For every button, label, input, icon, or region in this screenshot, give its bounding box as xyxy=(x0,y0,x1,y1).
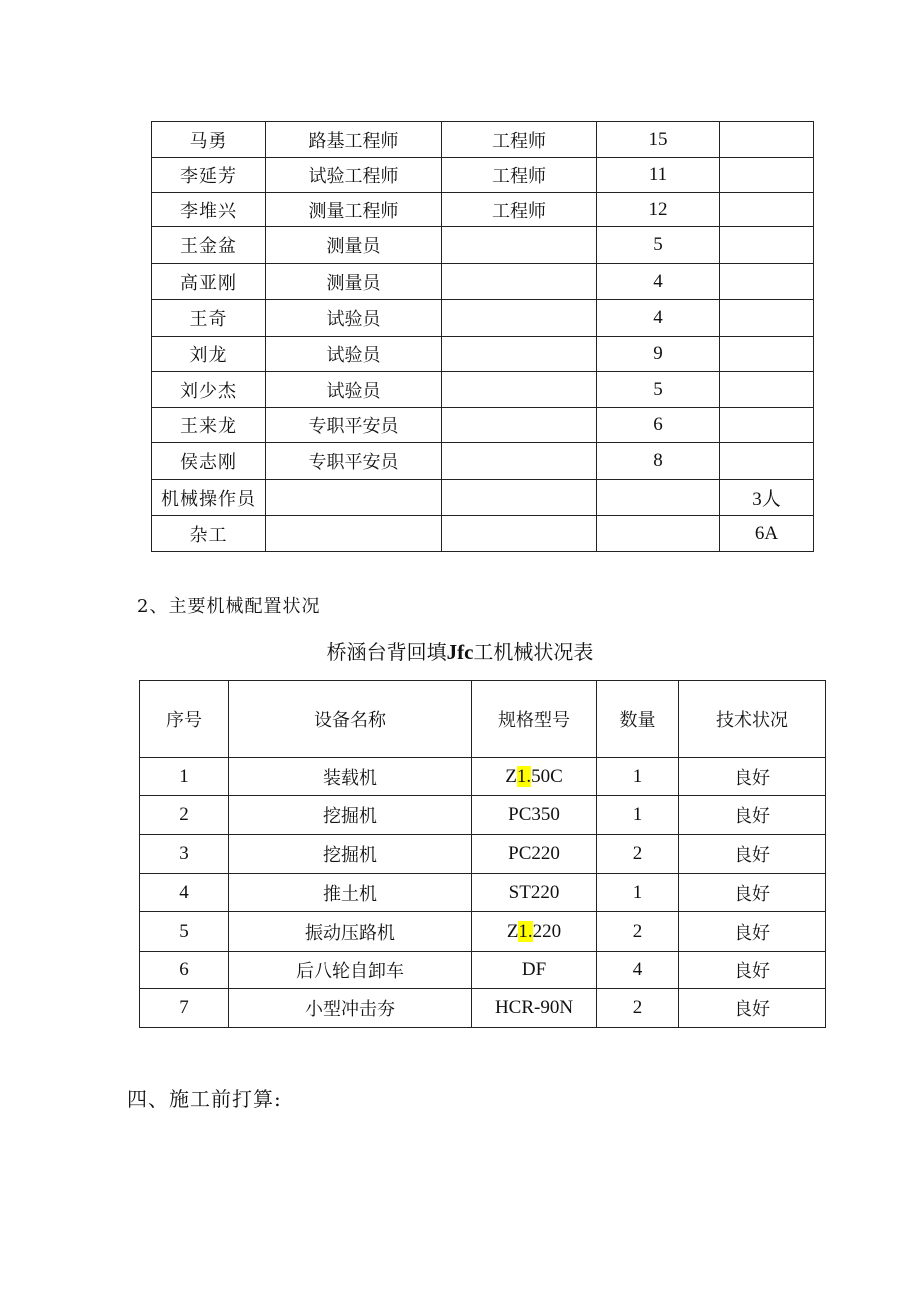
table-row xyxy=(152,300,814,337)
equip-status: 良好 xyxy=(679,796,826,835)
staff-years: 5 xyxy=(597,372,720,408)
model-text: DF xyxy=(521,959,547,980)
table-title-bold: Jfc xyxy=(446,640,474,664)
table-header-row xyxy=(140,681,826,758)
table-row xyxy=(140,796,826,835)
model-text: PC220 xyxy=(508,843,560,864)
equipment-table xyxy=(139,680,826,1028)
model-highlight: 1. xyxy=(518,920,533,942)
model-text: 50C xyxy=(531,765,563,787)
staff-position: 专职平安员 xyxy=(266,408,442,443)
staff-title: 工程师 xyxy=(442,193,597,227)
staff-name: 王奇 xyxy=(152,300,266,337)
staff-position: 试验员 xyxy=(266,337,442,372)
header-status: 技术状况 xyxy=(679,681,826,758)
equip-name: 挖掘机 xyxy=(229,835,472,874)
staff-position: 试验工程师 xyxy=(266,158,442,193)
equip-model xyxy=(472,796,597,835)
staff-title: 工程师 xyxy=(442,122,597,158)
staff-remark xyxy=(720,372,814,408)
staff-name: 机械操作员 xyxy=(152,480,266,516)
staff-position: 试验员 xyxy=(266,372,442,408)
staff-position: 专职平安员 xyxy=(266,443,442,480)
equip-no: 4 xyxy=(140,874,229,912)
header-name: 设备名称 xyxy=(229,681,472,758)
equip-qty: 4 xyxy=(597,952,679,989)
staff-name: 王金盆 xyxy=(152,227,266,264)
staff-position xyxy=(266,480,442,516)
header-qty: 数量 xyxy=(597,681,679,758)
staff-position: 试验员 xyxy=(266,300,442,337)
table-row xyxy=(140,835,826,874)
equip-model xyxy=(472,758,597,796)
staff-title xyxy=(442,372,597,408)
equip-qty: 1 xyxy=(597,874,679,912)
table-row xyxy=(152,158,814,193)
staff-position: 测量员 xyxy=(266,264,442,300)
staff-name: 高亚刚 xyxy=(152,264,266,300)
staff-name: 刘少杰 xyxy=(152,372,266,408)
equip-name: 装载机 xyxy=(229,758,472,796)
table-row xyxy=(140,874,826,912)
staff-table xyxy=(151,121,814,552)
equip-name: 小型冲击夯 xyxy=(229,989,472,1028)
staff-remark xyxy=(720,193,814,227)
staff-name: 刘龙 xyxy=(152,337,266,372)
equip-status: 良好 xyxy=(679,989,826,1028)
model-text: Z xyxy=(505,765,517,787)
staff-years xyxy=(597,516,720,552)
table-title xyxy=(0,636,920,665)
model-text: ST220 xyxy=(508,881,560,903)
equip-name: 振动压路机 xyxy=(229,912,472,952)
staff-years: 4 xyxy=(597,300,720,337)
table-row xyxy=(152,516,814,552)
staff-title xyxy=(442,516,597,552)
equip-no: 3 xyxy=(140,835,229,874)
staff-title: 工程师 xyxy=(442,158,597,193)
staff-years xyxy=(597,480,720,516)
staff-remark xyxy=(720,337,814,372)
equip-no: 7 xyxy=(140,989,229,1028)
staff-position xyxy=(266,516,442,552)
header-no: 序号 xyxy=(140,681,229,758)
staff-title xyxy=(442,264,597,300)
model-highlight: 1. xyxy=(516,765,532,787)
table-row xyxy=(140,952,826,989)
next-section-heading: 四、施工前打算: xyxy=(127,1087,282,1111)
model-text: PC350 xyxy=(508,804,560,825)
table-row xyxy=(152,227,814,264)
table-row xyxy=(152,264,814,300)
staff-name: 王来龙 xyxy=(152,408,266,443)
equip-status: 良好 xyxy=(679,874,826,912)
staff-title xyxy=(442,337,597,372)
staff-title xyxy=(442,300,597,337)
staff-remark xyxy=(720,227,814,264)
staff-title xyxy=(442,443,597,480)
table-row xyxy=(140,989,826,1028)
staff-position: 路基工程师 xyxy=(266,122,442,158)
table-row xyxy=(152,480,814,516)
equip-model xyxy=(472,952,597,989)
staff-years: 15 xyxy=(597,122,720,158)
staff-name: 侯志刚 xyxy=(152,443,266,480)
staff-remark xyxy=(720,158,814,193)
equip-qty: 1 xyxy=(597,796,679,835)
staff-title xyxy=(442,408,597,443)
table-title-part: 桥涵台背回填 xyxy=(326,640,447,664)
table-row xyxy=(152,443,814,480)
staff-name: 李延芳 xyxy=(152,158,266,193)
equip-status: 良好 xyxy=(679,952,826,989)
equip-name: 后八轮自卸车 xyxy=(229,952,472,989)
equip-no: 2 xyxy=(140,796,229,835)
equip-model xyxy=(472,835,597,874)
staff-years: 12 xyxy=(597,193,720,227)
equip-qty: 2 xyxy=(597,835,679,874)
table-row xyxy=(152,337,814,372)
staff-position: 测量员 xyxy=(266,227,442,264)
equip-model xyxy=(472,912,597,952)
model-text: HCR-90N xyxy=(494,997,574,1018)
table-row xyxy=(152,122,814,158)
equip-model xyxy=(472,989,597,1028)
equip-status: 良好 xyxy=(679,758,826,796)
staff-name: 李堆兴 xyxy=(152,193,266,227)
table-row xyxy=(140,912,826,952)
staff-position: 测量工程师 xyxy=(266,193,442,227)
table-row xyxy=(140,758,826,796)
equip-no: 5 xyxy=(140,912,229,952)
equip-name: 挖掘机 xyxy=(229,796,472,835)
table-row xyxy=(152,408,814,443)
equip-status: 良好 xyxy=(679,835,826,874)
equip-qty: 2 xyxy=(597,912,679,952)
model-text: Z xyxy=(506,920,519,942)
staff-years: 8 xyxy=(597,443,720,480)
equip-no: 1 xyxy=(140,758,229,796)
model-text: 220 xyxy=(532,920,562,942)
equip-status: 良好 xyxy=(679,912,826,952)
staff-years: 11 xyxy=(597,158,720,193)
staff-remark xyxy=(720,300,814,337)
staff-title xyxy=(442,480,597,516)
staff-years: 5 xyxy=(597,227,720,264)
staff-years: 6 xyxy=(597,408,720,443)
equip-no: 6 xyxy=(140,952,229,989)
staff-remark: 3人 xyxy=(720,480,814,516)
equip-model xyxy=(472,874,597,912)
equip-qty: 1 xyxy=(597,758,679,796)
staff-name: 马勇 xyxy=(152,122,266,158)
section-heading: 2、主要机械配置状况 xyxy=(137,596,321,617)
staff-years: 9 xyxy=(597,337,720,372)
staff-name: 杂工 xyxy=(152,516,266,552)
staff-title xyxy=(442,227,597,264)
staff-remark xyxy=(720,264,814,300)
equip-qty: 2 xyxy=(597,989,679,1028)
table-row xyxy=(152,372,814,408)
staff-remark xyxy=(720,122,814,158)
staff-remark xyxy=(720,408,814,443)
table-row xyxy=(152,193,814,227)
equip-name: 推土机 xyxy=(229,874,472,912)
staff-years: 4 xyxy=(597,264,720,300)
header-model: 规格型号 xyxy=(472,681,597,758)
table-title-part: 工机械状况表 xyxy=(473,640,594,664)
staff-remark xyxy=(720,443,814,480)
staff-remark: 6A xyxy=(720,516,814,552)
